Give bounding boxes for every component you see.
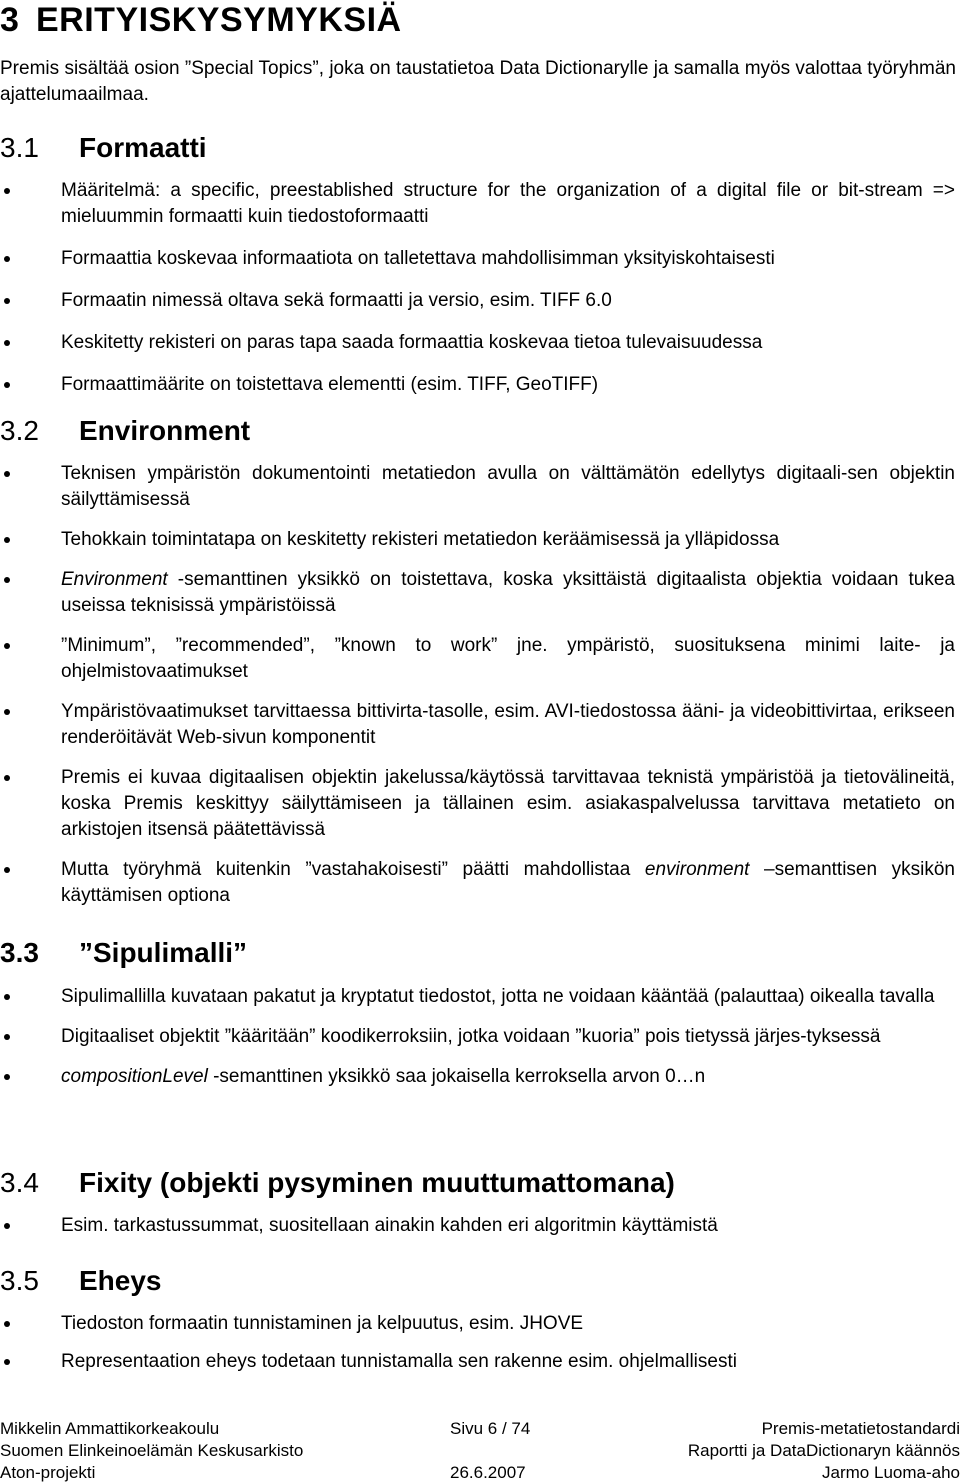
page-footer: [0, 1418, 960, 1484]
footer-author: Jarmo Luoma-aho: [822, 1463, 960, 1482]
list-item: Esim. tarkastussummat, suositellaan ainakin kahden eri algoritmin käyttämistä: [0, 1213, 955, 1239]
list-item: Formaattia koskevaa informaatiota on talletettava mahdollisimman yksityiskohtaisesti: [0, 246, 955, 272]
bullet-icon: [4, 1223, 10, 1229]
section-list-fixity: [0, 1213, 955, 1239]
footer-document-title: Premis-metatietostandardi: [761, 1419, 960, 1438]
bullet-icon: [4, 537, 10, 543]
list-item: compositionLevel -semanttinen yksikkö saa jokaisella kerroksella arvon 0…n: [0, 1064, 955, 1090]
list-item: ”Minimum”, ”recommended”, ”known to work” jne. ympäristö, suosituksena minimi laite- ja ohjelmistovaatimukset: [0, 633, 955, 685]
section-heading-sipulimalli: [0, 936, 247, 970]
section-number: 3.5: [0, 1265, 39, 1296]
footer-report-title: Raportti ja DataDictionaryn käännös: [687, 1441, 960, 1460]
section-list-environment: [0, 461, 955, 909]
section-heading-eheys: [0, 1264, 162, 1298]
section-title: Eheys: [79, 1265, 162, 1296]
bullet-icon: [4, 709, 10, 715]
list-item: Formaattimäärite on toistettava elementti (esim. TIFF, GeoTIFF): [0, 372, 955, 398]
chapter-title: ERITYISKYSYMYKSIÄ: [36, 1, 402, 39]
list-item: Määritelmä: a specific, preestablished structure for the organization of a digital file or bit-stream => mieluummin formaatti kuin tiedostoformaatti: [0, 178, 955, 230]
list-item: Environment -semanttinen yksikkö on toistettava, koska yksittäistä digitaalista objektia voidaan tukea useissa teknisissä ympäristöissä: [0, 567, 955, 619]
section-list-sipulimalli: [0, 984, 955, 1090]
bullet-icon: [4, 382, 10, 388]
list-item: Premis ei kuvaa digitaalisen objektin jakelussa/käytössä tarvittavaa teknistä ympäristöä ja tietovälineitä, koska Premis keskittyy säilyttämiseen ja tällainen esim. asiakaspalvelussa tarvittava metatieto on arkistojen itsensä päätettävissä: [0, 765, 955, 843]
bullet-icon: [4, 1359, 10, 1365]
footer-page-number: Sivu 6 / 74: [450, 1419, 531, 1438]
list-item: Teknisen ympäristön dokumentointi metatiedon avulla on välttämätön edellytys digitaali-sen objektin säilyttämisessä: [0, 461, 955, 513]
section-heading-formaatti: [0, 131, 207, 165]
bullet-icon: [4, 643, 10, 649]
bullet-icon: [4, 340, 10, 346]
section-heading-fixity: [0, 1166, 675, 1200]
footer-organization: Mikkelin Ammattikorkeakoulu: [0, 1419, 220, 1438]
list-item: Tiedoston formaatin tunnistaminen ja kelpuutus, esim. JHOVE: [0, 1311, 955, 1337]
footer-blank: [380, 1440, 650, 1462]
section-list-formaatti: [0, 178, 955, 398]
section-list-eheys: [0, 1311, 955, 1375]
intro-paragraph: Premis sisältää osion ”Special Topics”, joka on taustatietoa Data Dictionarylle ja samalla myös valottaa työryhmän ajattelumaailmaa.: [0, 58, 956, 105]
bullet-icon: [4, 471, 10, 477]
chapter-number: 3: [0, 1, 20, 39]
footer-row: [0, 1462, 960, 1484]
section-title: Environment: [79, 415, 251, 446]
bullet-icon: [4, 867, 10, 873]
footer-row: [0, 1440, 960, 1462]
chapter-heading: [0, 0, 402, 40]
section-title: Formaatti: [79, 132, 207, 163]
section-number: 3.4: [0, 1167, 39, 1198]
list-item: Mutta työryhmä kuitenkin ”vastahakoisesti” päätti mahdollistaa environment –semanttisen yksikön käyttämisen optiona: [0, 857, 955, 909]
section-number: 3.2: [0, 415, 39, 446]
bullet-icon: [4, 256, 10, 262]
list-item: Formaatin nimessä oltava sekä formaatti ja versio, esim. TIFF 6.0: [0, 288, 955, 314]
section-title: ”Sipulimalli”: [79, 937, 248, 968]
section-number: 3.3: [0, 937, 39, 968]
footer-row: [0, 1418, 960, 1440]
list-item: Ympäristövaatimukset tarvittaessa bittivirta-tasolle, esim. AVI-tiedostossa ääni- ja videobittivirtaa, erikseen renderöitävät Web-sivun komponentit: [0, 699, 955, 751]
list-item: Digitaaliset objektit ”kääritään” koodikerroksiin, jotka voidaan ”kuoria” pois tietyssä järjes-tyksessä: [0, 1024, 955, 1050]
bullet-icon: [4, 1074, 10, 1080]
bullet-icon: [4, 775, 10, 781]
bullet-icon: [4, 994, 10, 1000]
bullet-icon: [4, 298, 10, 304]
section-number: 3.1: [0, 132, 39, 163]
footer-date: 26.6.2007: [450, 1463, 526, 1482]
footer-archive: Suomen Elinkeinoelämän Keskusarkisto: [0, 1441, 304, 1460]
footer-project: Aton-projekti: [0, 1463, 96, 1482]
list-item: Tehokkain toimintatapa on keskitetty rekisteri metatiedon keräämisessä ja ylläpidossa: [0, 527, 955, 553]
list-item: Keskitetty rekisteri on paras tapa saada formaattia koskevaa tietoa tulevaisuudessa: [0, 330, 955, 356]
section-heading-environment: [0, 414, 250, 448]
bullet-icon: [4, 188, 10, 194]
section-title: Fixity (objekti pysyminen muuttumattomana): [79, 1167, 675, 1198]
list-item: Sipulimallilla kuvataan pakatut ja kryptatut tiedostot, jotta ne voidaan kääntää (palauttaa) oikealla tavalla: [0, 984, 955, 1010]
bullet-icon: [4, 1034, 10, 1040]
bullet-icon: [4, 1321, 10, 1327]
list-item: Representaation eheys todetaan tunnistamalla sen rakenne esim. ohjelmallisesti: [0, 1349, 955, 1375]
bullet-icon: [4, 577, 10, 583]
